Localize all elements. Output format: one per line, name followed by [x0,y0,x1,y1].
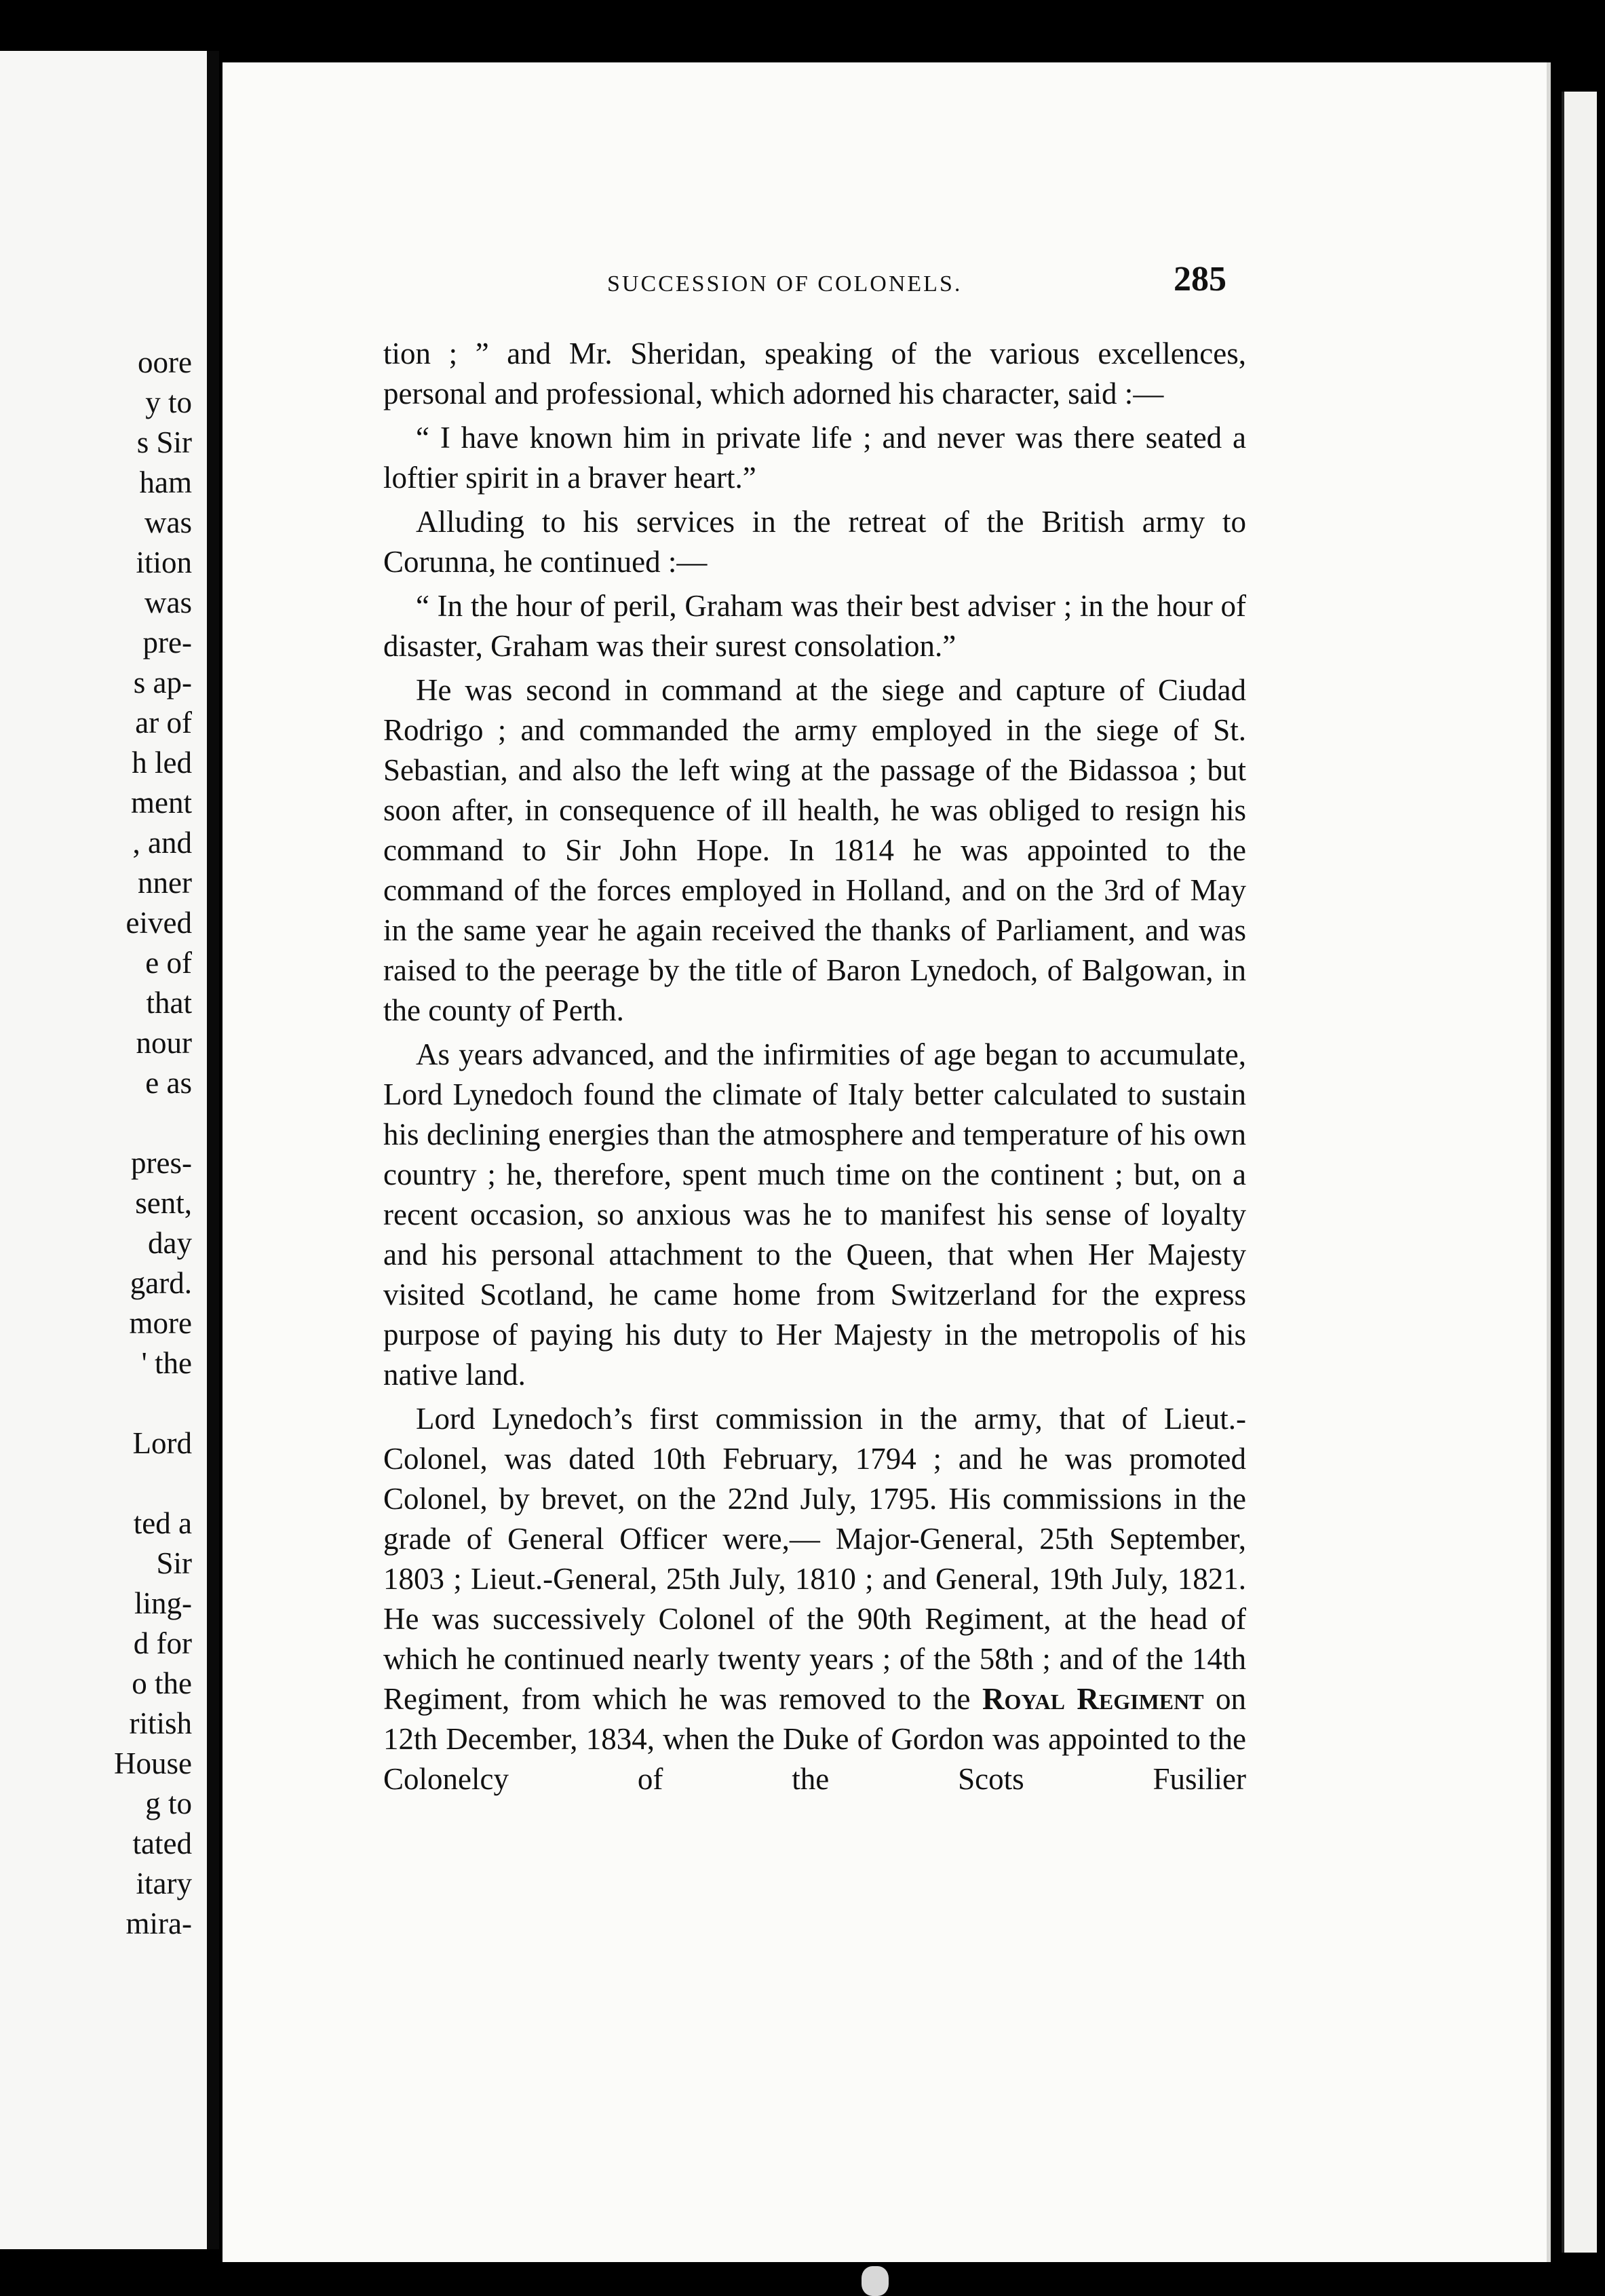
facing-page-line: ' the [141,1346,192,1380]
paragraph: tion ; ” and Mr. Sheridan, speaking of the various excellences, personal and professional, which adorned his character, said :— [383,337,1246,410]
facing-page-line: , and [132,826,192,860]
running-head: SUCCESSION OF COLONELS. [607,271,963,296]
facing-page-line: pres- [131,1146,192,1180]
facing-page-line: ar of [135,706,192,740]
facing-page-line: ition [136,546,192,579]
paragraph: As years advanced, and the infirmities of age began to accumulate, Lord Lynedoch found the climate of Italy better calculated to sustain his declining energies than the atmosphere and temperature of his own country ; he, therefore, spent much time on the continent ; but, on a recent occasion, so anxious was he to manifest his sense of loyalty and his personal attachment to the Queen, that when Her Majesty visited Scotland, he came home from Switzerland for the express purpose of paying his duty to Her Majesty in the metropolis of his native land. [383,1037,1246,1392]
page-edge [1562,92,1597,2253]
facing-page-line: Lord [132,1426,192,1460]
scan-artifact [862,2266,889,2296]
paragraph-text: Lord Lynedoch’s first commission in the army, that of Lieut.-Colonel, was dated 10th February, 1794 ; and he was promoted Colonel, by brevet, on the 22nd July, 1795. His commissions in the grade of General Officer were,— Major-General, 25th September, 1803 ; Lieut.-General, 25th July, 1810 ; and General, 19th July, 1821. He was successively Colonel of the 90th Regiment, at the head of which he continued nearly twenty years ; of the 58th ; and of the 14th Regiment, from which he was removed to the [383,1402,1246,1716]
facing-page-line: itary [136,1867,192,1900]
facing-page-line: e as [145,1066,192,1100]
facing-page-line: tated [132,1826,192,1860]
facing-page-line: ted a [133,1506,192,1540]
facing-page-line: y to [145,385,192,419]
paragraph: “ In the hour of peril, Graham was their best adviser ; in the hour of disaster, Graham was their surest consolation.” [383,589,1246,663]
paragraph-text: on 12th December, 1834, when the Duke of Gordon was appointed to the Colonelcy of the Scots Fusilier [383,1682,1247,1796]
facing-page-line: s Sir [136,425,192,459]
facing-page-line: sent, [135,1186,192,1220]
facing-page-line: e of [145,946,192,980]
facing-page-line: nner [138,866,192,900]
small-caps-text: Royal Regiment [982,1682,1204,1716]
facing-page-line: mira- [125,1907,192,1940]
facing-page-line: that [146,986,192,1020]
paragraph [383,1399,1246,1799]
facing-page-line: was [144,505,192,539]
paragraph: Alluding to his services in the retreat of the British army to Corunna, he continued :— [383,505,1246,579]
facing-page-line: gard. [130,1266,192,1300]
facing-page-line: ling- [134,1586,192,1620]
facing-page-line: was [144,586,192,619]
facing-page-line: more [129,1306,192,1340]
facing-page-line: g to [145,1786,192,1820]
facing-page-line: eived [125,906,192,940]
facing-page-line: pre- [142,626,192,659]
paragraph: He was second in command at the siege and capture of Ciudad Rodrigo ; and commanded the army employed in the siege of St. Sebastian, and also the left wing at the passage of the Bidassoa ; but soon after, in consequence of ill health, he was obliged to resign his command to Sir John Hope. In 1814 he was appointed to the command of the forces employed in Holland, and on the 3rd of May in the same year he again received the thanks of Parliament, and was raised to the peerage by the title of Baron Lynedoch, of Balgowan, in the county of Perth. [383,673,1246,1027]
facing-page-line: House [114,1746,192,1780]
facing-page-fragment [0,51,219,2249]
facing-page-line: day [148,1226,192,1260]
body-text [383,334,1246,1803]
facing-page-line: h led [132,746,192,780]
facing-page-line: d for [133,1626,192,1660]
facing-page-line: s ap- [133,666,192,700]
facing-page-line: Sir [156,1546,192,1580]
facing-page-line: o the [132,1666,192,1700]
page-number: 285 [1174,260,1226,299]
facing-page-line: ritish [129,1706,192,1740]
facing-page-line: nour [136,1026,192,1060]
facing-page-line: ham [139,465,192,499]
facing-page-line: oore [138,345,192,379]
paragraph: “ I have known him in private life ; and never was there seated a loftier spirit in a braver heart.” [383,421,1246,495]
facing-page-line: ment [131,786,192,820]
